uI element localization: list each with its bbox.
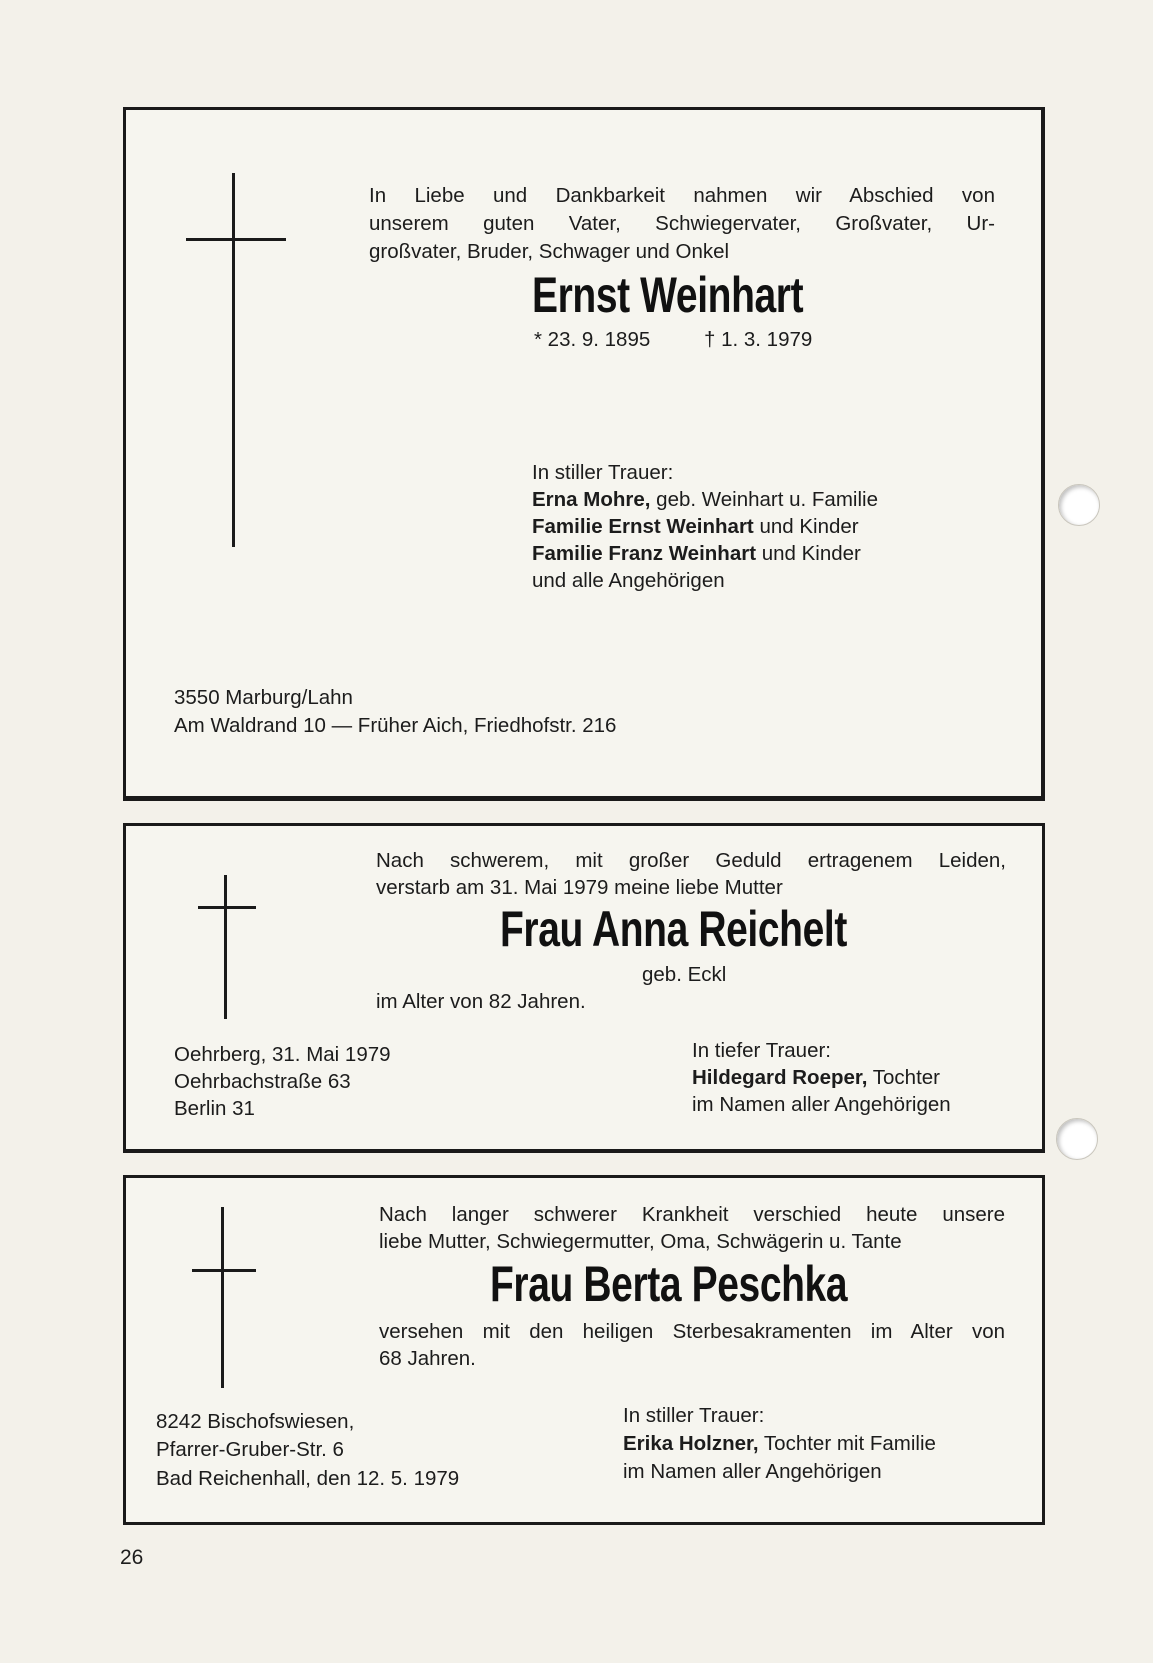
address-line: Berlin 31 xyxy=(174,1097,255,1120)
punch-hole xyxy=(1056,1118,1098,1160)
mourner-line: Hildegard Roeper, Tochter xyxy=(692,1066,940,1089)
birth-date: * 23. 9. 1895 xyxy=(534,328,651,351)
intro-line: Nach langer schwerer Krankheit verschied heute unsere xyxy=(379,1203,1005,1226)
page-number: 26 xyxy=(120,1546,144,1569)
mourning-heading: In tiefer Trauer: xyxy=(692,1039,832,1062)
death-date: † 1. 3. 1979 xyxy=(704,328,813,351)
address-line: Oehrbachstraße 63 xyxy=(174,1070,351,1093)
address-line: Pfarrer-Gruber-Str. 6 xyxy=(156,1438,344,1461)
deceased-name: Frau Berta Peschka xyxy=(490,1256,848,1312)
intro-line: In Liebe und Dankbarkeit nahmen wir Abschied von xyxy=(369,184,995,207)
mourner-line: Familie Ernst Weinhart und Kinder xyxy=(532,515,859,538)
intro-line: Nach schwerem, mit großer Geduld ertragenem Leiden, xyxy=(376,849,1006,872)
mourner-line: und alle Angehörigen xyxy=(532,569,725,592)
cross-icon xyxy=(186,173,286,547)
address-line: Bad Reichenhall, den 12. 5. 1979 xyxy=(156,1467,460,1490)
maiden-name: geb. Eckl xyxy=(642,963,727,986)
address-line: 8242 Bischofswiesen, xyxy=(156,1410,355,1433)
sacrament-line: versehen mit den heiligen Sterbesakramenten im Alter von xyxy=(379,1320,1005,1343)
mourner-line: im Namen aller Angehörigen xyxy=(623,1460,882,1483)
address-line: Oehrberg, 31. Mai 1979 xyxy=(174,1043,391,1066)
intro-line: unserem guten Vater, Schwiegervater, Großvater, Ur- xyxy=(369,212,995,235)
age-line: 68 Jahren. xyxy=(379,1347,476,1370)
intro-line: großvater, Bruder, Schwager und Onkel xyxy=(369,240,730,263)
punch-hole xyxy=(1058,484,1100,526)
cross-icon xyxy=(192,1207,256,1388)
deceased-name: Ernst Weinhart xyxy=(532,267,804,323)
mourner-line: im Namen aller Angehörigen xyxy=(692,1093,951,1116)
obituary-notice-weinhart xyxy=(123,107,1045,801)
address-line: Am Waldrand 10 — Früher Aich, Friedhofstr. 216 xyxy=(174,714,617,737)
mourner-line: Erika Holzner, Tochter mit Familie xyxy=(623,1432,936,1455)
age-line: im Alter von 82 Jahren. xyxy=(376,990,586,1013)
mourning-heading: In stiller Trauer: xyxy=(532,461,674,484)
mourning-heading: In stiller Trauer: xyxy=(623,1404,765,1427)
address-line: 3550 Marburg/Lahn xyxy=(174,686,353,709)
cross-icon xyxy=(198,875,256,1019)
mourner-line: Familie Franz Weinhart und Kinder xyxy=(532,542,861,565)
obituary-notice-peschka xyxy=(123,1175,1045,1525)
deceased-name: Frau Anna Reichelt xyxy=(500,901,847,957)
intro-line: liebe Mutter, Schwiegermutter, Oma, Schwägerin u. Tante xyxy=(379,1230,902,1253)
mourner-line: Erna Mohre, geb. Weinhart u. Familie xyxy=(532,488,878,511)
obituary-notice-reichelt xyxy=(123,823,1045,1153)
intro-line: verstarb am 31. Mai 1979 meine liebe Mutter xyxy=(376,876,783,899)
